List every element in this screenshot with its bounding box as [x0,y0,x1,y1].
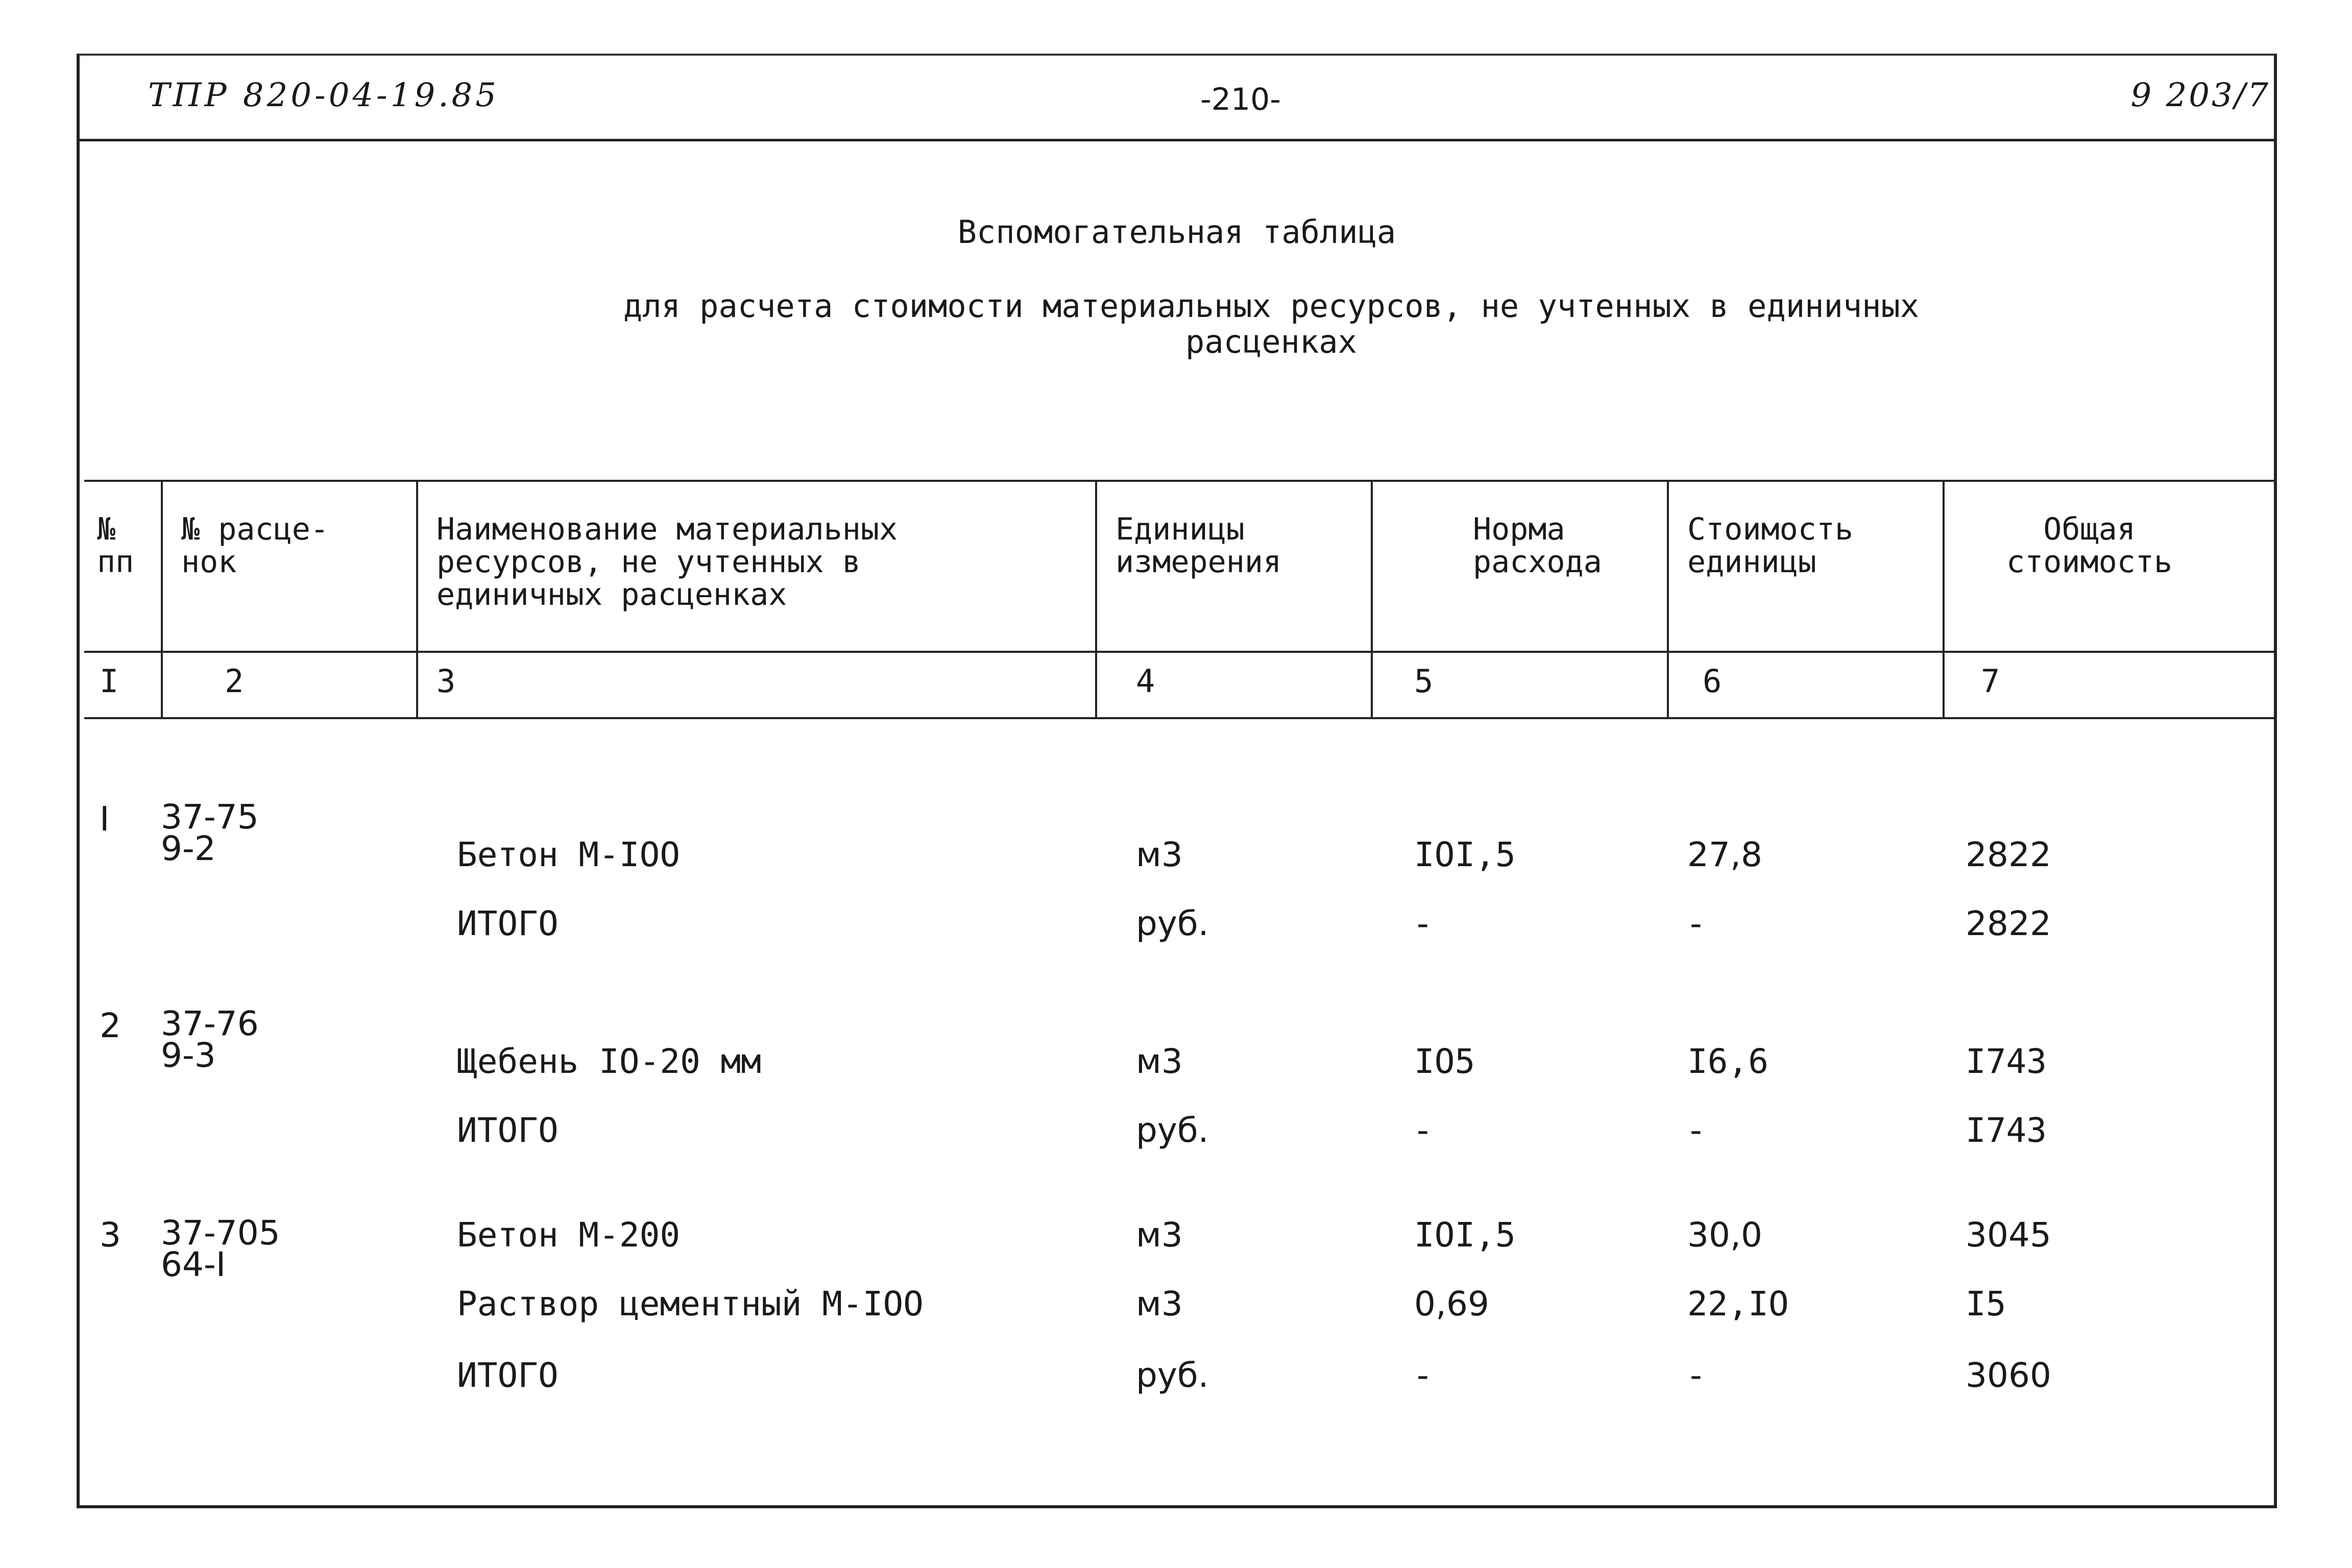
col-header-unit: Единицы измерения [1116,511,1282,580]
row-unit-cost: - [1690,904,1702,943]
row-total-cost: I5 [1966,1284,2006,1324]
row-total-cost: 2822 [1966,835,2051,874]
header-bottom-rule [84,651,2274,653]
row-material-name: ИТОГО [457,904,559,943]
col-header-unit-cost: Стоимость единицы [1687,511,1854,580]
col-header-rate-code: № расце- нок [181,511,329,580]
row-unit: руб. [1136,904,1209,943]
row-total-cost: 3045 [1966,1215,2051,1255]
col-number-6: 6 [1703,663,1722,700]
row-material-name: Бетон М-IOO [457,835,681,874]
row-unit-cost: I6,6 [1687,1042,1768,1081]
row-norm: - [1417,1356,1429,1395]
numbers-bottom-rule [84,717,2274,719]
col-divider-4 [1371,480,1373,717]
row-material-name: ИТОГО [457,1111,559,1150]
col-divider-1 [161,480,163,717]
row-unit: м3 [1136,1284,1183,1324]
row-unit-cost: 22,IO [1687,1284,1789,1324]
col-number-4: 4 [1136,663,1155,700]
row-material-name: ИТОГО [457,1356,559,1395]
col-number-7: 7 [1981,663,2000,700]
row-unit-cost: - [1690,1356,1702,1395]
row-index: 3 [100,1215,121,1255]
row-total-cost: I743 [1966,1042,2047,1081]
col-number-5: 5 [1414,663,1434,700]
row-unit: м3 [1136,1042,1183,1081]
row-unit: м3 [1136,1215,1183,1255]
sheet-number: 9 203/7 [2130,77,2270,114]
row-norm: IO5 [1414,1042,1475,1081]
header-divider [77,139,2277,141]
row-norm: IOI,5 [1414,835,1516,874]
row-norm: 0,69 [1414,1284,1489,1324]
row-unit-cost: - [1690,1111,1702,1150]
row-unit: руб. [1136,1356,1209,1395]
row-material-name: Щебень IO-20 мм [457,1042,762,1081]
col-number-1: I [100,663,119,700]
row-unit: м3 [1136,835,1183,874]
table-subtitle: для расчета стоимости материальных ресурсов, не учтенных в единичных расценках [623,287,1920,360]
row-unit: руб. [1136,1111,1209,1150]
row-material-name: Бетон М-200 [457,1215,681,1255]
row-total-cost: I743 [1966,1111,2047,1150]
row-total-cost: 3060 [1966,1356,2051,1395]
col-divider-3 [1095,480,1097,717]
row-material-name: Раствор цементный М-IOO [457,1284,924,1324]
row-rate-code: 37-705 64-I [161,1213,280,1284]
row-unit-cost: 27,8 [1687,835,1762,874]
col-divider-6 [1943,480,1945,717]
row-total-cost: 2822 [1966,904,2051,943]
row-index: 2 [100,1006,121,1045]
page-number: -210- [1200,82,1281,117]
row-norm: - [1417,904,1429,943]
col-divider-2 [416,480,418,717]
row-norm: IOI,5 [1414,1215,1516,1255]
row-index: I [100,799,110,839]
row-rate-code: 37-76 9-3 [161,1004,259,1075]
col-number-3: 3 [437,663,456,700]
col-header-index: № пп [97,511,134,580]
row-unit-cost: 30,0 [1687,1215,1762,1255]
col-divider-5 [1667,480,1669,717]
table-top-rule [84,480,2274,482]
col-header-total-cost: Общая стоимость [2006,511,2173,580]
col-header-norm: Норма расхода [1473,511,1602,580]
col-number-2: 2 [225,663,244,700]
document-code: ТПР 820-04-19.85 [148,77,499,114]
row-norm: - [1417,1111,1429,1150]
row-rate-code: 37-75 9-2 [161,797,259,868]
table-title: Вспомогательная таблица [957,213,1396,251]
col-header-material-name: Наименование материальных ресурсов, не учтенных в единичных расценках [437,511,898,612]
